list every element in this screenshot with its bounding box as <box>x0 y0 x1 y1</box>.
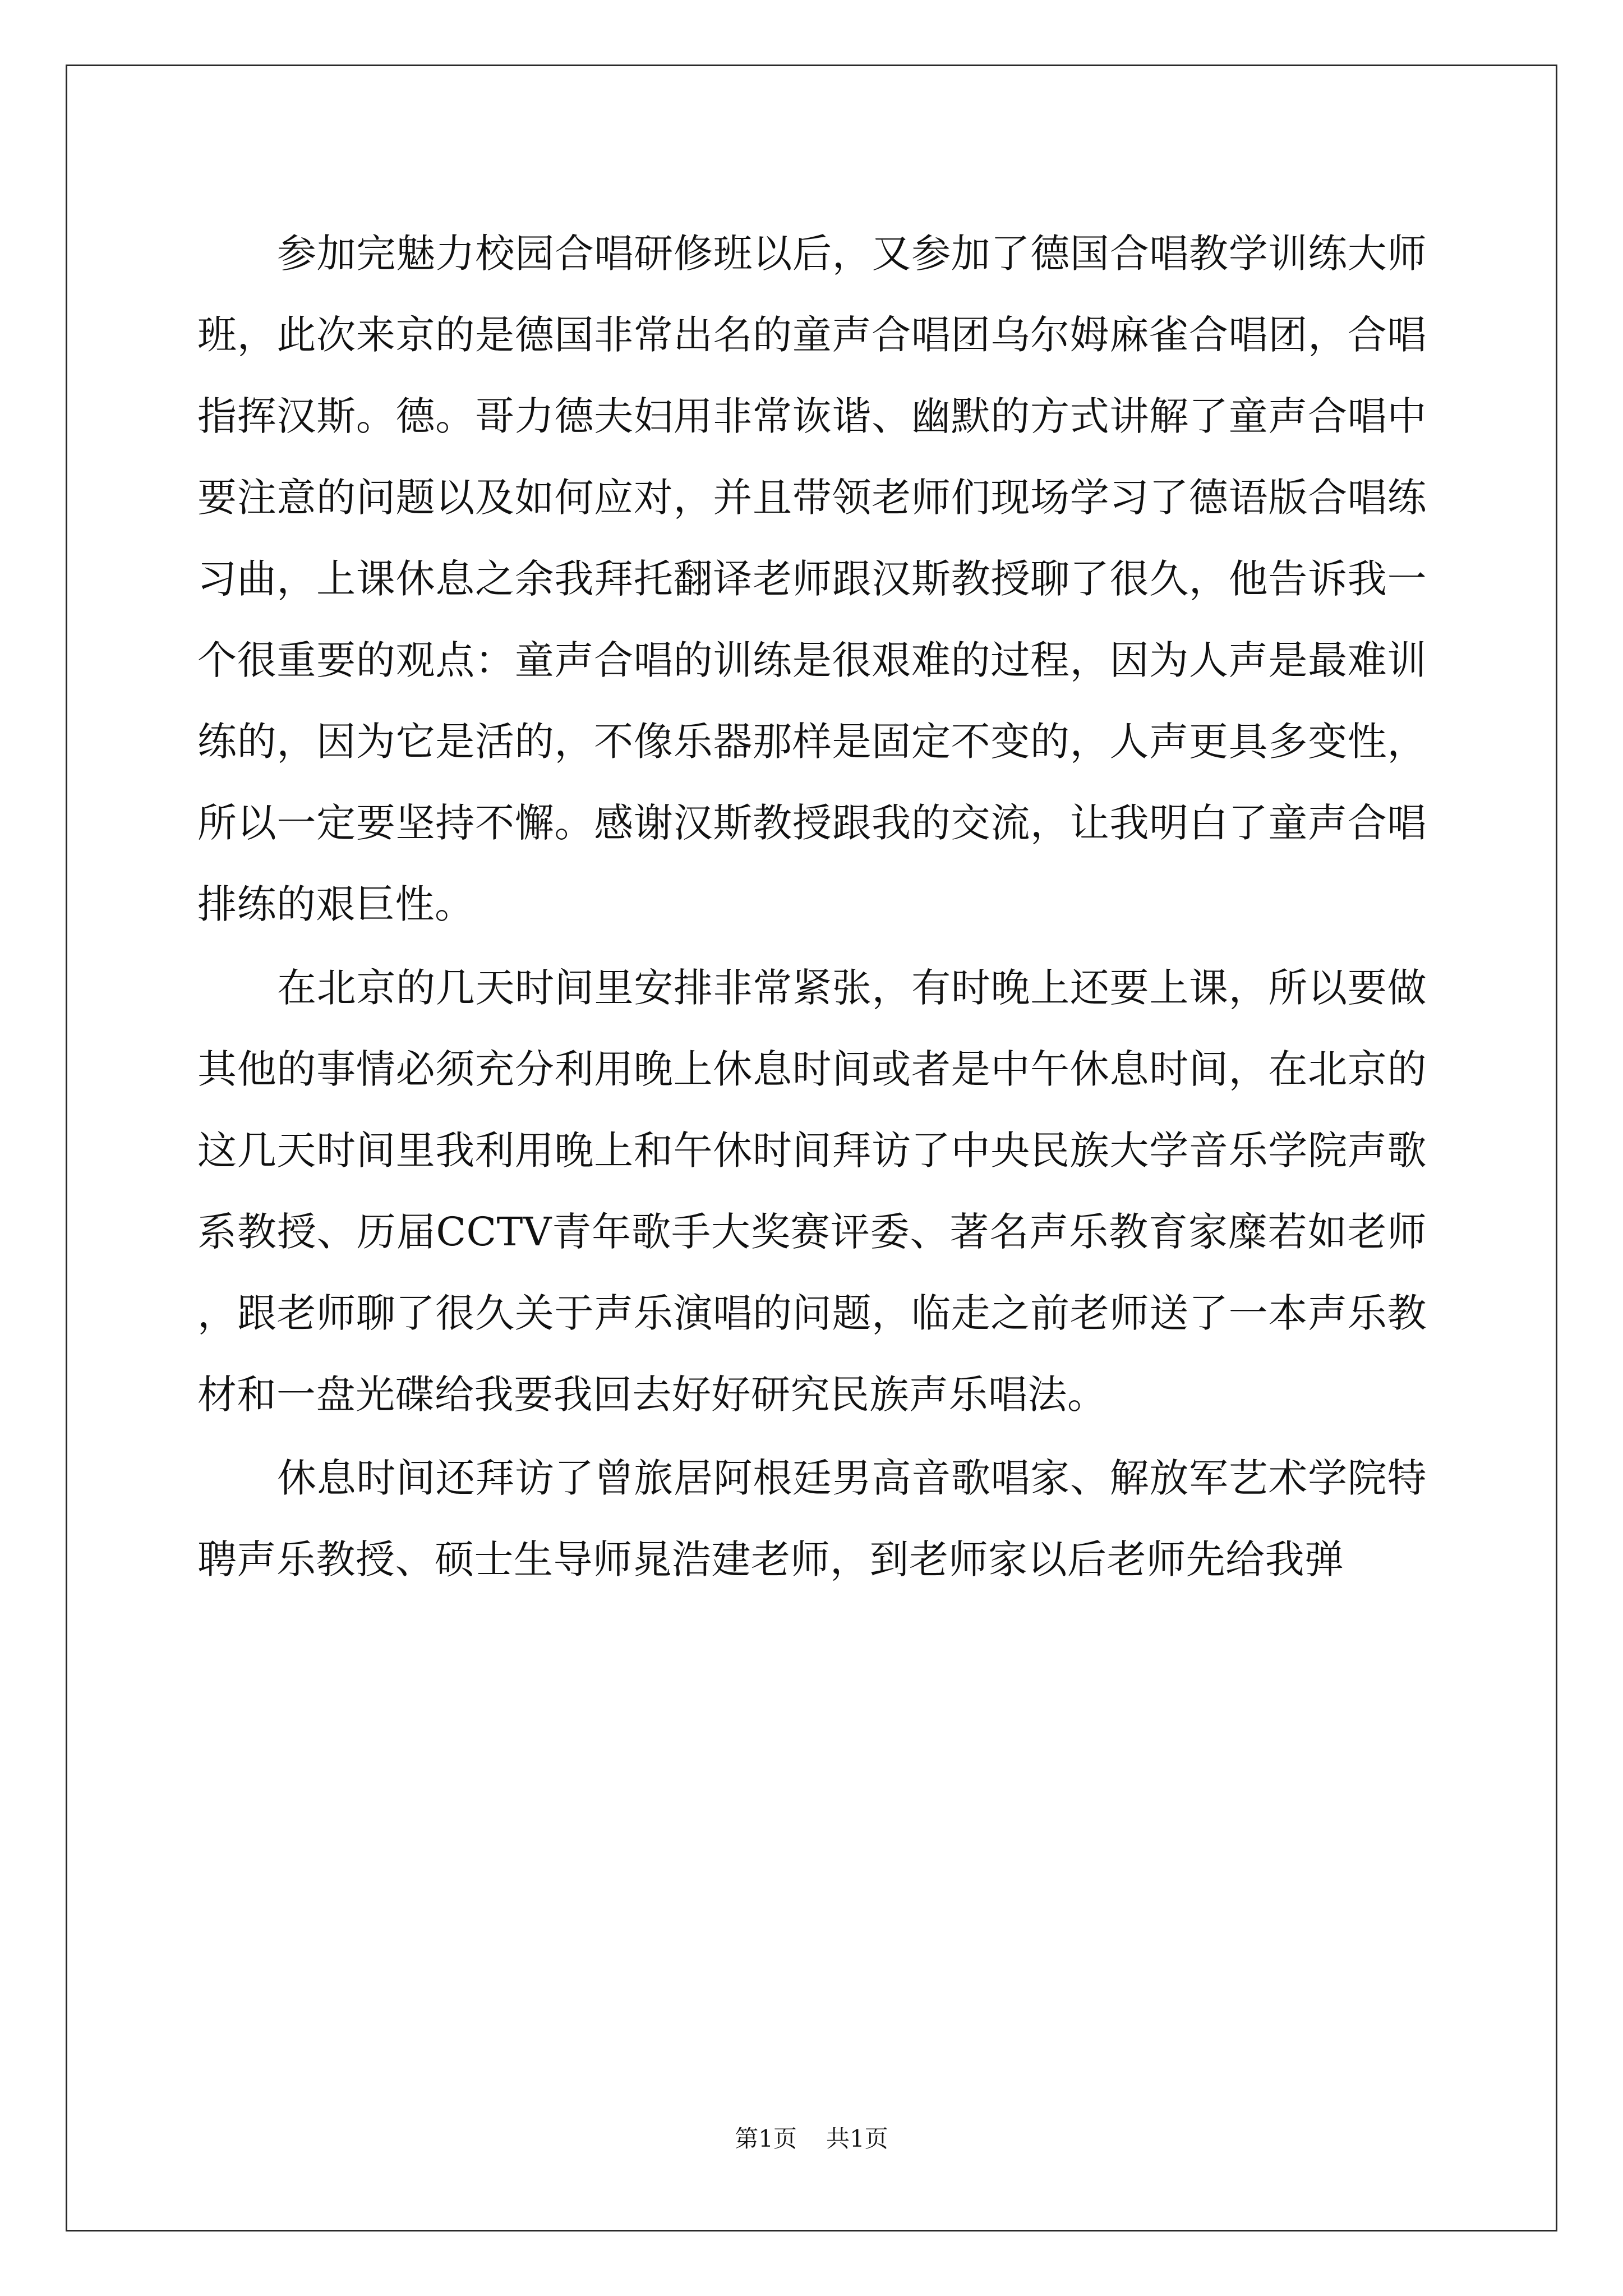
page-number-total: 共1页 <box>826 2125 888 2152</box>
document-body <box>197 213 1427 1600</box>
page-footer <box>0 2122 1623 2156</box>
paragraph-2: 在北京的几天时间里安排非常紧张，有时晚上还要上课，所以要做其他的事情必须充分利用晚上休息时间或者是中午休息时间，在北京的这几天时间里我利用晚上和午休时间拜访了中央民族大学音乐学院声歌系教授、历届CCTV青年歌手大奖赛评委、著名声乐教育家糜若如老师，跟老师聊了很久关于声乐演唱的问题，临走之前老师送了一本声乐教材和一盘光碟给我要我回去好好研究民族声乐唱法。 <box>197 965 1427 1418</box>
paragraph-3: 休息时间还拜访了曾旅居阿根廷男高音歌唱家、解放军艺术学院特聘声乐教授、硕士生导师晁浩建老师，到老师家以后老师先给我弹 <box>197 1455 1427 1582</box>
paragraph-1: 参加完魅力校园合唱研修班以后，又参加了德国合唱教学训练大师班，此次来京的是德国非常出名的童声合唱团乌尔姆麻雀合唱团，合唱指挥汉斯。德。哥力德夫妇用非常诙谐、幽默的方式讲解了童声合唱中要注意的问题以及如何应对，并且带领老师们现场学习了德语版合唱练习曲，上课休息之余我拜托翻译老师跟汉斯教授聊了很久，他告诉我一个很重要的观点：童声合唱的训练是很艰难的过程，因为人声是最难训练的，因为它是活的，不像乐器那样是固定不变的，人声更具多变性，所以一定要坚持不懈。感谢汉斯教授跟我的交流，让我明白了童声合唱排练的艰巨性。 <box>197 231 1427 927</box>
page-number-current: 第1页 <box>735 2125 797 2152</box>
